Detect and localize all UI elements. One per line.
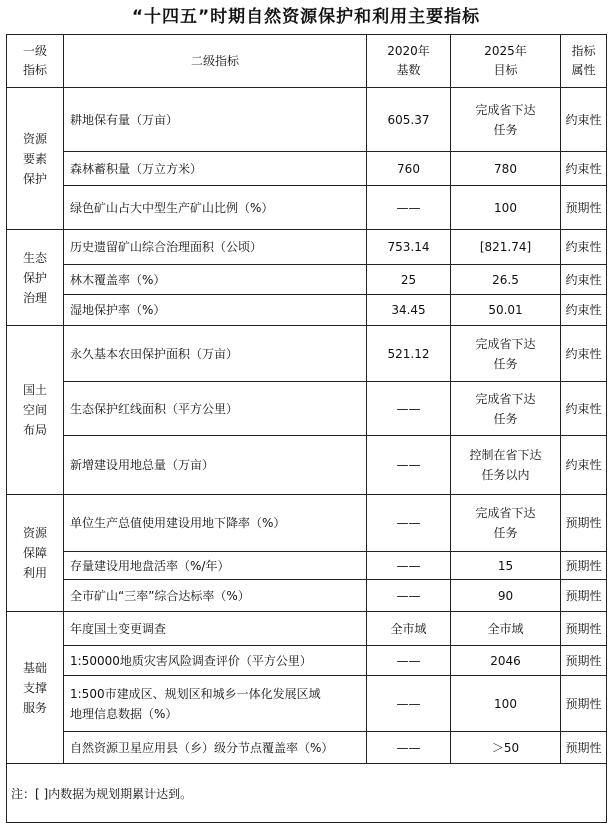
table-row	[7, 646, 607, 676]
indicator-name: 1:50000地质灾害风险调查评价（平方公里）	[64, 646, 367, 676]
category-cell	[7, 230, 64, 326]
indicator-name: 湿地保护率（%）	[64, 295, 367, 326]
indicator-table	[6, 34, 607, 823]
target-2025-value: 全市域	[451, 612, 561, 646]
table-row	[7, 612, 607, 646]
note-row	[7, 764, 607, 823]
attribute-value: 预期性	[561, 732, 607, 764]
table-row	[7, 152, 607, 186]
base-2020-value: ——	[367, 382, 451, 436]
target-2025-value: 控制在省下达 任务以内	[451, 436, 561, 495]
table-row	[7, 295, 607, 326]
indicator-name: 历史遗留矿山综合治理面积（公顷）	[64, 230, 367, 265]
category-cell	[7, 495, 64, 612]
category-cell	[7, 326, 64, 495]
target-2025-value: 780	[451, 152, 561, 186]
attribute-value: 约束性	[561, 326, 607, 382]
indicator-name: 生态保护红线面积（平方公里）	[64, 382, 367, 436]
attribute-value: 约束性	[561, 152, 607, 186]
indicator-name: 自然资源卫星应用县（乡）级分节点覆盖率（%）	[64, 732, 367, 764]
table-row	[7, 495, 607, 552]
base-2020-value: 25	[367, 265, 451, 295]
category-label: 生态保护治理	[22, 250, 47, 305]
category-cell	[7, 612, 64, 764]
base-2020-value: ——	[367, 732, 451, 764]
target-2025-value: 50.01	[451, 295, 561, 326]
header-row	[7, 35, 607, 88]
table-row	[7, 580, 607, 612]
base-2020-value: 全市域	[367, 612, 451, 646]
indicator-name: 耕地保有量（万亩）	[64, 88, 367, 152]
base-2020-value: ——	[367, 646, 451, 676]
attribute-value: 预期性	[561, 186, 607, 230]
base-2020-value: ——	[367, 495, 451, 552]
category-label: 资源保障利用	[22, 526, 47, 580]
attribute-value: 预期性	[561, 646, 607, 676]
target-2025-value: 100	[451, 186, 561, 230]
attribute-value: 约束性	[561, 436, 607, 495]
table-row	[7, 382, 607, 436]
table-row	[7, 186, 607, 230]
table-row	[7, 88, 607, 152]
category-label: 基础支撑服务	[22, 660, 47, 715]
target-2025-value: 完成省下达 任务	[451, 326, 561, 382]
header-attribute: 指标 属性	[561, 35, 607, 88]
attribute-value: 约束性	[561, 230, 607, 265]
target-2025-value: 26.5	[451, 265, 561, 295]
indicator-name: 绿色矿山占大中型生产矿山比例（%）	[64, 186, 367, 230]
category-label: 国土空间布局	[22, 383, 47, 437]
base-2020-value: 521.12	[367, 326, 451, 382]
header-level1: 一级 指标	[7, 35, 64, 88]
base-2020-value: 605.37	[367, 88, 451, 152]
base-2020-value: 753.14	[367, 230, 451, 265]
target-2025-value: 完成省下达 任务	[451, 495, 561, 552]
table-title: “十四五”时期自然资源保护和利用主要指标	[131, 7, 481, 27]
attribute-value: 预期性	[561, 612, 607, 646]
attribute-value: 预期性	[561, 580, 607, 612]
target-2025-value: 完成省下达 任务	[451, 88, 561, 152]
indicator-name: 新增建设用地总量（万亩）	[64, 436, 367, 495]
table-row	[7, 230, 607, 265]
indicator-name: 森林蓄积量（万立方米）	[64, 152, 367, 186]
attribute-value: 约束性	[561, 265, 607, 295]
category-cell	[7, 88, 64, 230]
table-row	[7, 732, 607, 764]
header-target-2025: 2025年 目标	[451, 35, 561, 88]
target-2025-value: 100	[451, 676, 561, 732]
indicator-name: 存量建设用地盘活率（%/年）	[64, 552, 367, 580]
header-base-2020: 2020年 基数	[367, 35, 451, 88]
attribute-value: 约束性	[561, 88, 607, 152]
indicator-name: 单位生产总值使用建设用地下降率（%）	[64, 495, 367, 552]
header-level2: 二级指标	[64, 35, 367, 88]
attribute-value: 约束性	[561, 382, 607, 436]
target-2025-value: 90	[451, 580, 561, 612]
attribute-value: 预期性	[561, 676, 607, 732]
table-row	[7, 552, 607, 580]
indicator-name: 永久基本农田保护面积（万亩）	[64, 326, 367, 382]
table-row	[7, 676, 607, 732]
target-2025-value: [821.74]	[451, 230, 561, 265]
target-2025-value: 2046	[451, 646, 561, 676]
indicator-name: 全市矿山“三率”综合达标率（%）	[64, 580, 367, 612]
base-2020-value: ——	[367, 186, 451, 230]
attribute-value: 预期性	[561, 495, 607, 552]
attribute-value: 约束性	[561, 295, 607, 326]
table-row	[7, 326, 607, 382]
base-2020-value: ——	[367, 676, 451, 732]
attribute-value: 预期性	[561, 552, 607, 580]
table-row	[7, 436, 607, 495]
category-label: 资源要素保护	[22, 131, 47, 186]
table-body	[7, 88, 607, 764]
base-2020-value: ——	[367, 552, 451, 580]
target-2025-value: ＞50	[451, 732, 561, 764]
target-2025-value: 完成省下达 任务	[451, 382, 561, 436]
indicator-name: 林木覆盖率（%）	[64, 265, 367, 295]
indicator-name: 年度国土变更调查	[64, 612, 367, 646]
table-row	[7, 265, 607, 295]
indicator-name: 1:500市建成区、规划区和城乡一体化发展区域 地理信息数据（%）	[64, 676, 367, 732]
base-2020-value: ——	[367, 580, 451, 612]
base-2020-value: 760	[367, 152, 451, 186]
base-2020-value: 34.45	[367, 295, 451, 326]
target-2025-value: 15	[451, 552, 561, 580]
base-2020-value: ——	[367, 436, 451, 495]
table-note: 注：[ ]内数据为规划期累计达到。	[7, 764, 607, 823]
